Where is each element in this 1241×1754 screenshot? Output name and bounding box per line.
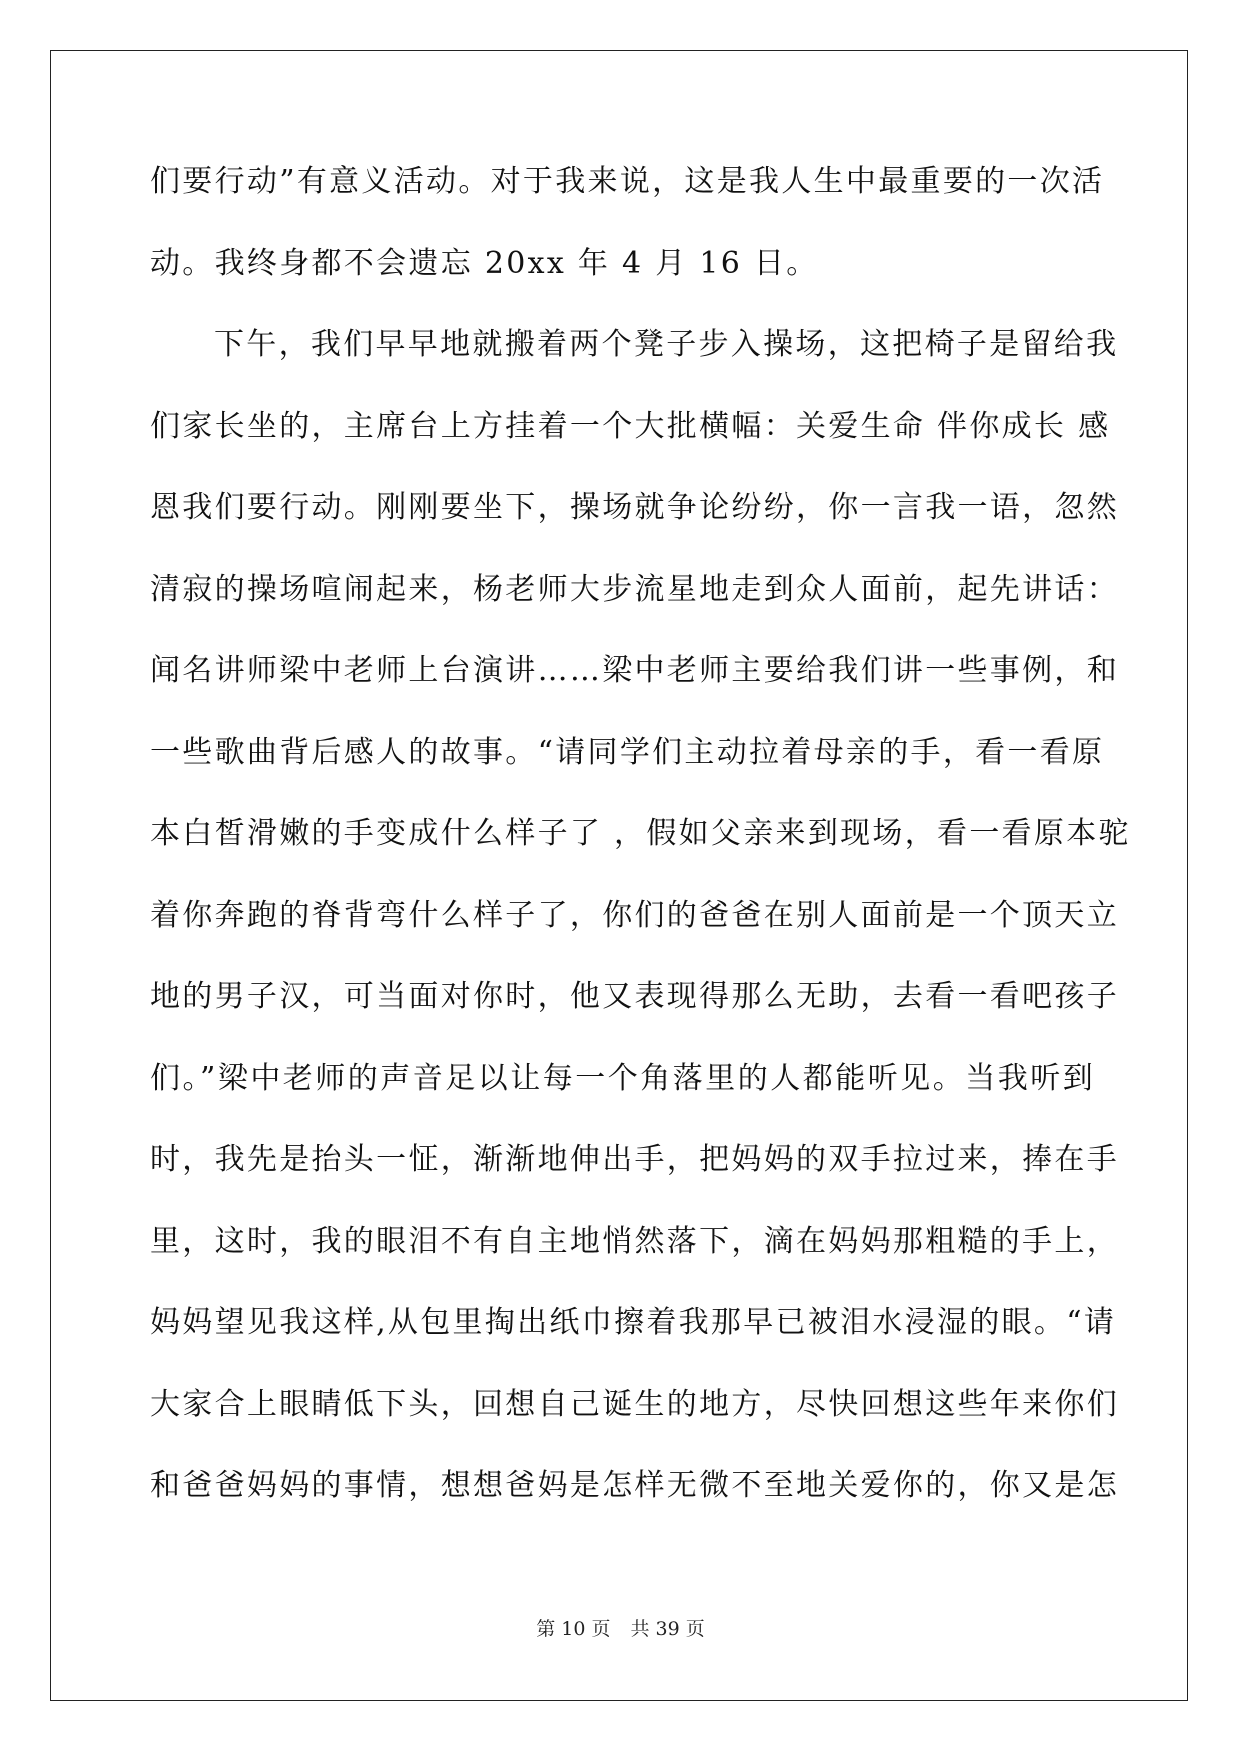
document-body: [150, 160, 1131, 1546]
text-line: 清寂的操场喧闹起来，杨老师大步流星地走到众人面前，起先讲话：: [150, 571, 1119, 607]
text-line: 恩我们要行动。刚刚要坐下，操场就争论纷纷，你一言我一语，忽然: [150, 490, 1119, 525]
text-line: 里，这时，我的眼泪不有自主地悄然落下，滴在妈妈那粗糙的手上，: [150, 1223, 1119, 1259]
page-footer: [0, 1617, 1241, 1641]
text-line: 地的男子汉，可当面对你时，他又表现得那么无助，去看一看吧孩子: [150, 979, 1119, 1014]
text-line: 闻名讲师梁中老师上台演讲……梁中老师主要给我们讲一些事例，和: [150, 653, 1119, 688]
text-line: 时，我先是抬头一怔，渐渐地伸出手，把妈妈的双手拉过来，捧在手: [150, 1142, 1119, 1177]
text-line: 妈妈望见我这样,从包里掏出纸巾擦着我那早已被泪水浸湿的眼。“请: [150, 1305, 1117, 1340]
text-line: 一些歌曲背后感人的故事。“请同学们主动拉着母亲的手，看一看原: [150, 734, 1105, 770]
text-line: 们。”梁中老师的声音足以让每一个角落里的人都能听见。当我听到: [150, 1060, 1095, 1096]
text-line: 大家合上眼睛低下头，回想自己诞生的地方，尽快回想这些年来你们: [150, 1386, 1119, 1422]
text-line: 们要行动”有意义活动。对于我来说，这是我人生中最重要的一次活: [150, 164, 1105, 199]
current-page-number: 第 10 页: [536, 1618, 611, 1640]
text-line: 本白皙滑嫩的手变成什么样子了 ，假如父亲来到现场，看一看原本驼: [150, 816, 1131, 851]
text-line: 们家长坐的，主席台上方挂着一个大批横幅：关爱生命 伴你成长 感: [150, 408, 1111, 444]
paragraph-first-line: 下午，我们早早地就搬着两个凳子步入操场，这把椅子是留给我: [214, 327, 1119, 362]
total-pages: 共 39 页: [630, 1618, 705, 1640]
text-line: 动。我终身都不会遗忘 20xx 年 4 月 16 日。: [150, 245, 819, 281]
text-line: 和爸爸妈妈的事情，想想爸妈是怎样无微不至地关爱你的，你又是怎: [150, 1468, 1119, 1503]
text-line: 着你奔跑的脊背弯什么样子了，你们的爸爸在别人面前是一个顶天立: [150, 897, 1119, 933]
